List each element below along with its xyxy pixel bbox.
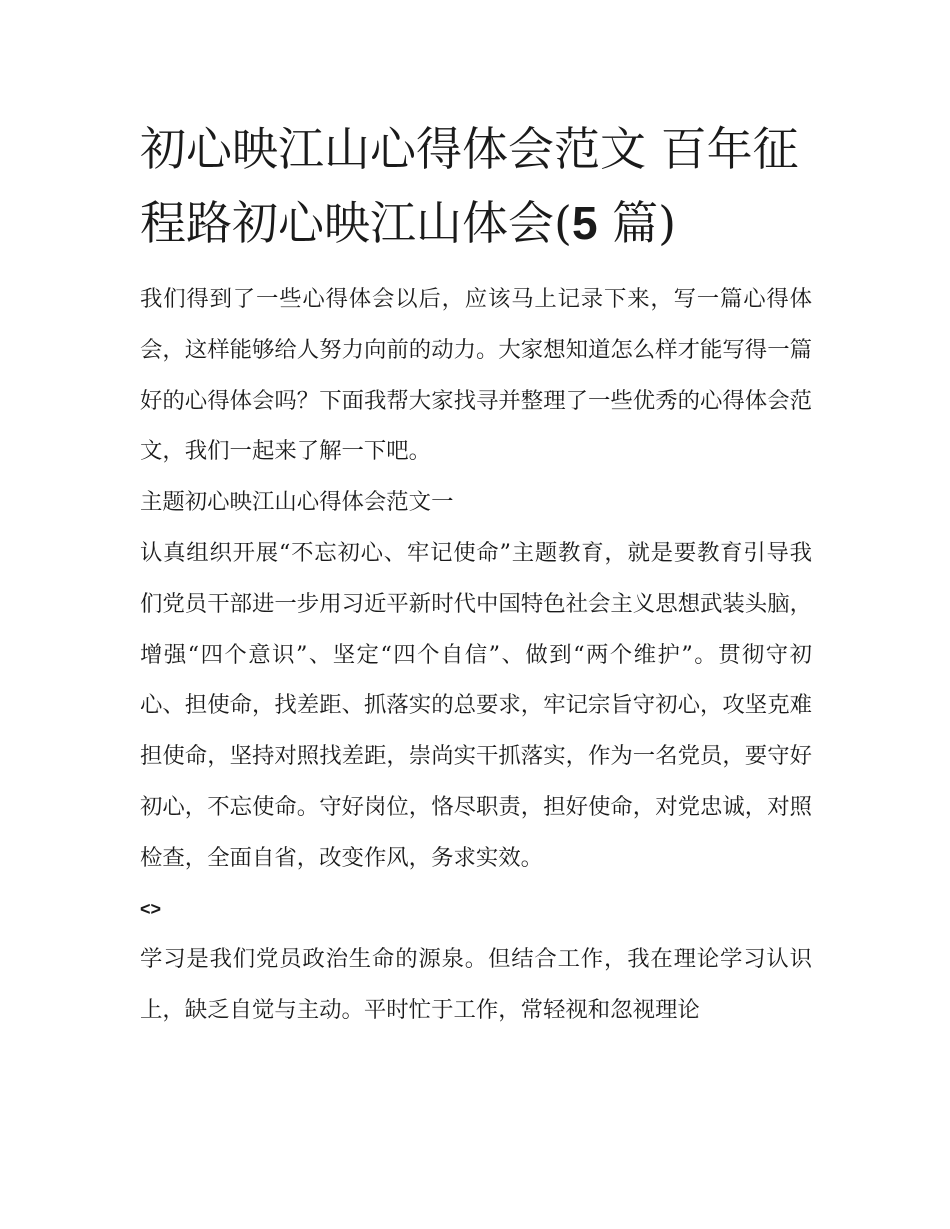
document-title [140,112,812,260]
title-text-part1: 初心映江山心得体会范文 百年征程路初心映江山体会( [140,122,799,250]
section-heading: 主题初心映江山心得体会范文一 [140,489,454,516]
document-body [140,274,812,1036]
document-content [140,112,812,1036]
title-count: 5 [571,197,598,249]
body-paragraph-2: 学习是我们党员政治生命的源泉。但结合工作，我在理论学习认识上，缺乏自觉与主动。平时忙于工作，常轻视和忽视理论 [140,946,812,1024]
intro-paragraph: 我们得到了一些心得体会以后，应该马上记录下来，写一篇心得体会，这样能够给人努力向前的动力。大家想知道怎么样才能写得一篇好的心得体会吗？下面我帮大家找寻并整理了一些优秀的心得体会范文，我们一起来了解一下吧。 [140,286,812,465]
body-paragraph-1: 认真组织开展“不忘初心、牢记使命”主题教育，就是要教育引导我们党员干部进一步用习近平新时代中国特色社会主义思想武装头脑，增强“四个意识”、坚定“四个自信”、做到“两个维护”。贯彻守初心、担使命，找差距、抓落实的总要求，牢记宗旨守初心，攻坚克难担使命，坚持对照找差距，崇尚实干抓落实，作为一名党员，要守好初心，不忘使命。守好岗位，恪尽职责，担好使命，对党忠诚，对照检查，全面自省，改变作风，务求实效。 [140,539,812,871]
title-text-part2: 篇) [597,196,677,250]
marker-text: <> [140,898,162,919]
